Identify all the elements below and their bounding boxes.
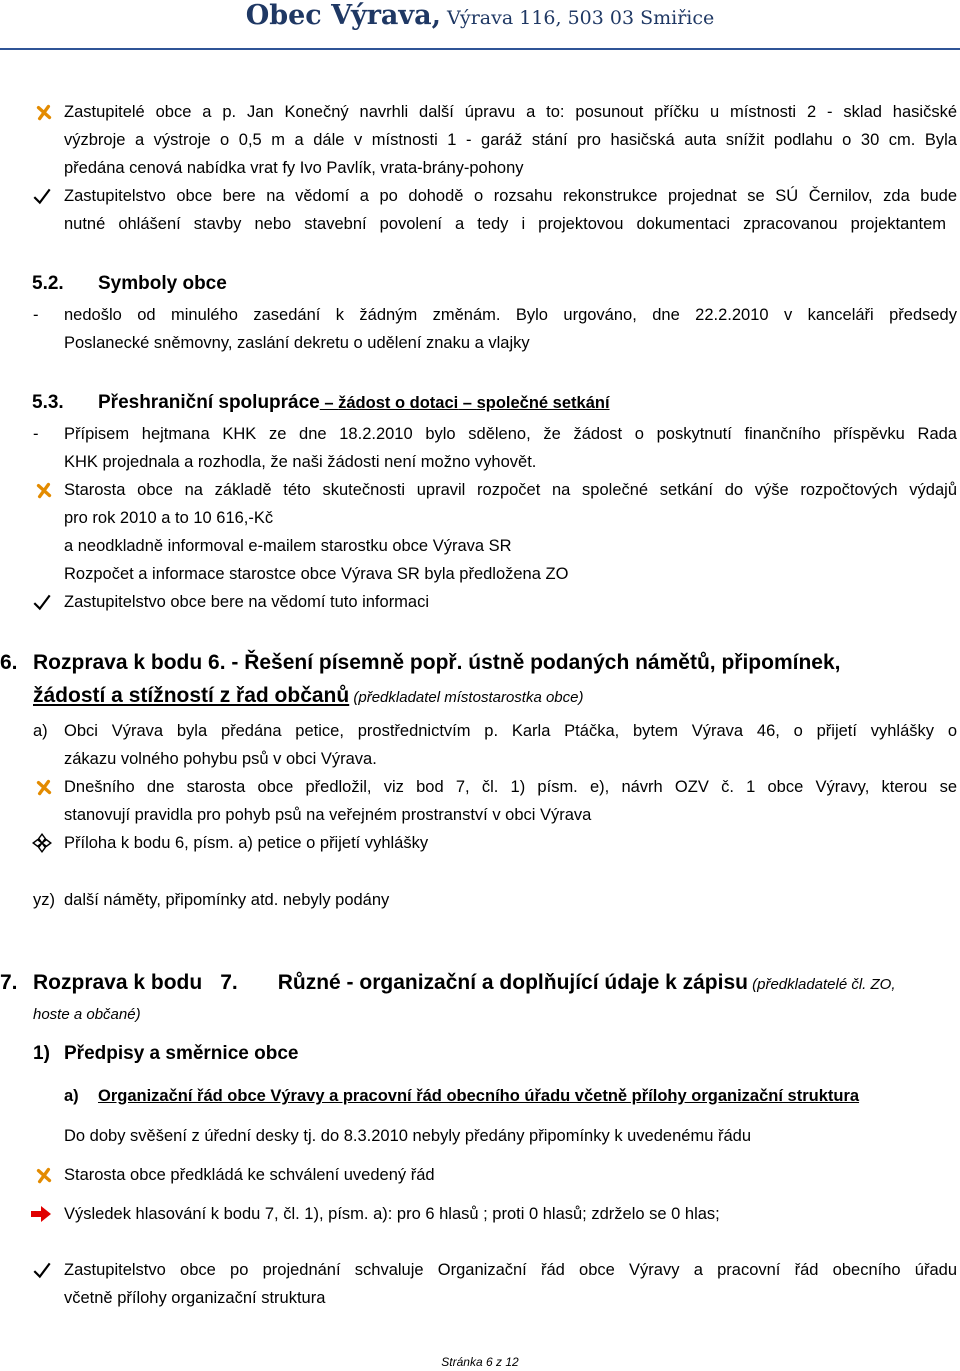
- header-rule: [0, 48, 960, 50]
- text-line: stanovují pravidla pro pohyb psů na veřejném prostranství v obci Výrava: [64, 806, 592, 824]
- subsection-number: 1): [33, 1043, 50, 1064]
- vote-result: Výsledek hlasování k bodu 7, čl. 1), písm. a): pro 6 hlasů ; proti 0 hlasů; zdrželo se 0 hlas;: [64, 1205, 720, 1223]
- header-municipality-name: Obec Výrava,: [245, 0, 441, 31]
- dash-bullet: -: [33, 306, 39, 324]
- text-line: Přípisem hejtmana KHK ze dne 18.2.2010 bylo sděleno, že žádost o poskytnutí finančního příspěvku Rada: [64, 425, 957, 443]
- document-header: [0, 0, 960, 44]
- text-line: předána cenová nabídka vrat fy Ivo Pavlík, vrata-brány-pohony: [64, 159, 524, 177]
- cross-mark-icon: [33, 1164, 55, 1186]
- section-number: 6.: [0, 651, 18, 674]
- presenter-note: hoste a občané): [33, 1006, 141, 1023]
- cross-mark-icon: [33, 776, 55, 798]
- text-line: nutné ohlášení stavby nebo stavební povolení a tedy i projektovou dokumentaci zpracovanou projektantem: [64, 215, 946, 233]
- section-title: Rozprava k bodu: [33, 971, 203, 994]
- section-title-line: Rozprava k bodu 7. Různé - organizační a doplňující údaje k zápisu (předkladatelé čl. ZO,: [33, 971, 896, 994]
- text-line: včetně přílohy organizační struktura: [64, 1289, 326, 1307]
- list-label: a): [33, 722, 48, 740]
- text-line: Zastupitelstvo obce bere na vědomí tuto informaci: [64, 593, 430, 611]
- item-title: Organizační řád obce Výravy a pracovní řád obecního úřadu včetně přílohy organizační struktura: [98, 1087, 860, 1105]
- text-line: pro rok 2010 a to 10 616,-Kč: [64, 509, 274, 527]
- text-line: Poslanecké sněmovny, zaslání dekretu o udělení znaku a vlajky: [64, 334, 530, 352]
- list-label: yz): [33, 891, 55, 909]
- text-line: nedošlo od minulého zasedání k žádným změnám. Bylo urgováno, dne 22.2.2010 v kanceláři předsedy: [64, 306, 957, 324]
- presenter-note: (předkladatelé čl. ZO,: [747, 976, 896, 993]
- check-mark-icon: [31, 185, 53, 207]
- text-line: další náměty, připomínky atd. nebyly podány: [64, 891, 390, 909]
- section-subtitle: žádost o dotaci: [338, 394, 459, 412]
- right-arrow-icon: [30, 1203, 52, 1225]
- section-title: Přeshraniční spolupráce: [98, 392, 320, 413]
- dash-bullet: -: [33, 425, 39, 443]
- text-line: Zastupitelstvo obce bere na vědomí a po dohodě o rozsahu rekonstrukce projednat se SÚ Černilov, zda bude: [64, 187, 957, 205]
- check-mark-icon: [31, 591, 53, 613]
- section-title-line: [33, 681, 584, 711]
- section-title: Symboly obce: [98, 273, 227, 294]
- check-mark-icon: [31, 1259, 53, 1281]
- text-line: Dnešního dne starosta obce předložil, viz bod 7, čl. 1) písm. e), návrh OZV č. 1 obce Výravy, kterou se: [64, 778, 957, 796]
- cross-mark-icon: [33, 101, 55, 123]
- section-title: Různé - organizační a doplňující údaje k zápisu: [277, 971, 748, 994]
- text-line: Zastupitelé obce a p. Jan Konečný navrhli další úpravu a to: posunout příčku u místnosti 2 - sklad hasičské: [64, 103, 957, 121]
- text-line: KHK projednala a rozhodla, že naši žádosti není možno vyhovět.: [64, 453, 537, 471]
- section-title-line: Přeshraniční spolupráce – žádost o dotaci – společné setkání: [98, 392, 610, 413]
- section-number: 5.2.: [32, 273, 64, 294]
- list-label: a): [64, 1087, 79, 1105]
- text-line: zákazu volného pohybu psů v obci Výrava.: [64, 750, 377, 768]
- text-line: Rozpočet a informace starostce obce Výrava SR byla předložena ZO: [64, 565, 569, 583]
- diamond-bullet-icon: [31, 832, 53, 854]
- text-line: a neodkladně informoval e-mailem starostku obce Výrava SR: [64, 537, 512, 555]
- header-address: Výrava 116, 503 03 Smiřice: [441, 7, 715, 29]
- section-title: Rozprava k bodu 6. - Řešení písemně popř. ústně podaných námětů, připomínek,: [33, 651, 841, 674]
- text-line: Do doby svěšení z úřední desky tj. do 8.3.2010 nebyly předány připomínky k uvedenému řádu: [64, 1127, 751, 1145]
- text-line: Příloha k bodu 6, písm. a) petice o přijetí vyhlášky: [64, 834, 429, 852]
- page-footer: Stránka 6 z 12: [441, 1355, 519, 1369]
- text-line: výzbroje a výstroje o 0,5 m a dále v místnosti 1 - garáž stání pro hasičská auta snížit podlahu o 30 cm. Byla: [64, 131, 957, 149]
- text-line: Starosta obce předkládá ke schválení uvedený řád: [64, 1166, 435, 1184]
- section-number: 7.: [0, 971, 18, 994]
- section-title: žádostí a stížností z řad občanů: [33, 684, 350, 707]
- subsection-title: Předpisy a směrnice obce: [64, 1043, 299, 1064]
- cross-mark-icon: [33, 479, 55, 501]
- section-subtitle: společné setkání: [476, 394, 610, 412]
- presenter-note: (předkladatel místostarostka obce): [349, 689, 584, 706]
- section-number: 5.3.: [32, 392, 64, 413]
- text-line: Obci Výrava byla předána petice, prostřednictvím p. Karla Ptáčka, bytem Výrava 46, o přijetí vyhlášky o: [64, 722, 957, 740]
- text-line: Starosta obce na základě této skutečnosti upravil rozpočet na společné setkání do výše rozpočtových výdajů: [64, 481, 957, 499]
- text-line: Zastupitelstvo obce po projednání schvaluje Organizační řád obce Výravy a pracovní řád obecního úřadu: [64, 1261, 957, 1279]
